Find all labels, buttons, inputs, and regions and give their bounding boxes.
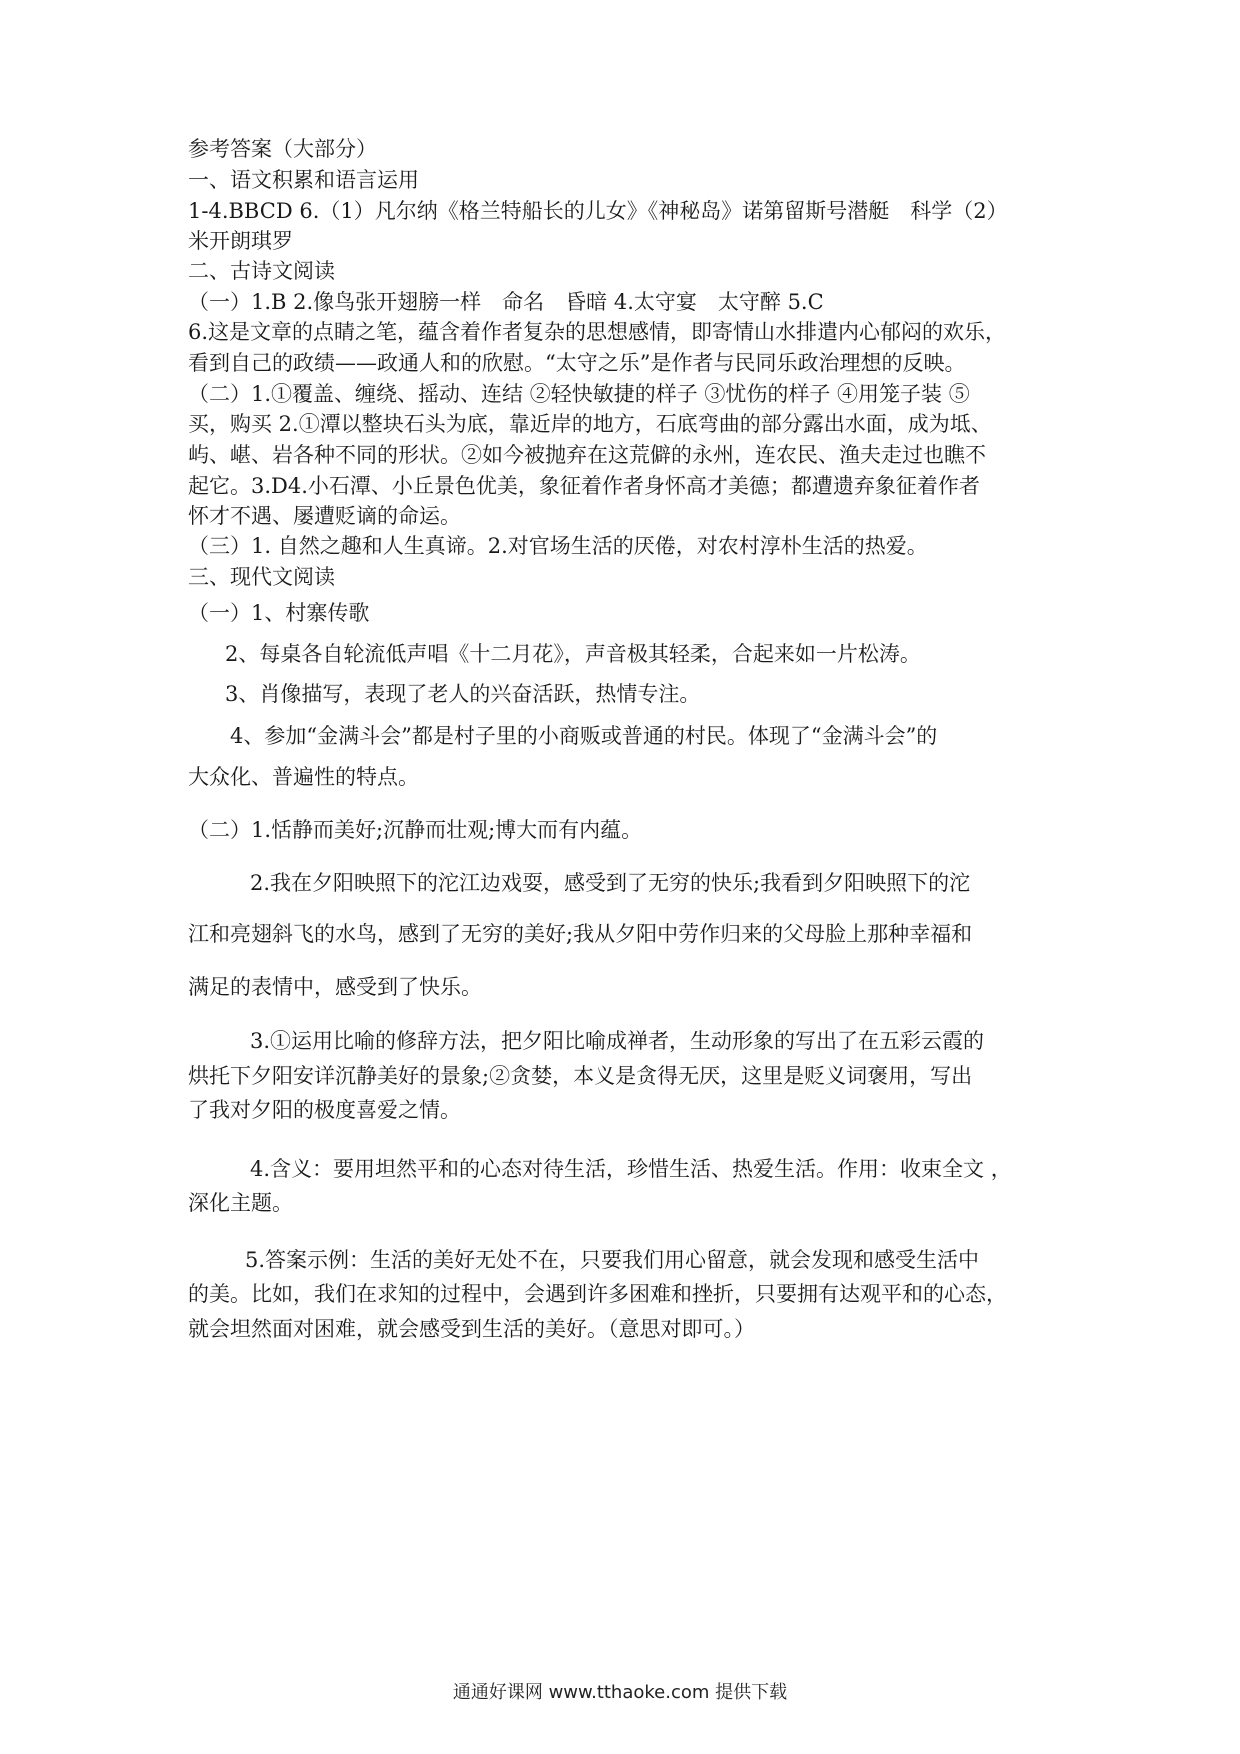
section-heading: 二、古诗文阅读 bbox=[188, 259, 335, 283]
text-line: 的美。比如，我们在求知的过程中，会遇到许多困难和挫折，只要拥有达观平和的心态， bbox=[188, 1282, 1007, 1306]
text-line: 3.①运用比喻的修辞方法，把夕阳比喻成禅者，生动形象的写出了在五彩云霞的 bbox=[250, 1029, 985, 1053]
section-heading: 一、语文积累和语言运用 bbox=[188, 168, 419, 192]
text-line: 2、每桌各自轮流低声唱《十二月花》，声音极其轻柔，合起来如一片松涛。 bbox=[225, 642, 921, 666]
text-line: 4、参加“金满斗会”都是村子里的小商贩或普通的村民。体现了“金满斗会”的 bbox=[230, 724, 938, 748]
text-line: 深化主题。 bbox=[188, 1191, 293, 1215]
text-line: （一）1.B 2.像鸟张开翅膀一样 命名 昏暗 4.太守宴 太守醉 5.C bbox=[188, 290, 824, 314]
text-line: 3、肖像描写，表现了老人的兴奋活跃，热情专注。 bbox=[225, 682, 701, 706]
doc-heading: 参考答案（大部分） bbox=[188, 137, 377, 161]
text-line: （二）1.①覆盖、缠绕、摇动、连结 ②轻快敏捷的样子 ③忧伤的样子 ④用笼子装 ⑤ bbox=[188, 382, 970, 406]
text-line: 怀才不遇、屡遭贬谪的命运。 bbox=[188, 504, 461, 528]
section-heading: 三、现代文阅读 bbox=[188, 565, 335, 589]
text-line: 米开朗琪罗 bbox=[188, 229, 293, 253]
text-line: 5.答案示例：生活的美好无处不在，只要我们用心留意，就会发现和感受生活中 bbox=[245, 1248, 980, 1272]
text-line: 4.含义：要用坦然平和的心态对待生活，珍惜生活、热爱生活。作用：收束全文 ， bbox=[250, 1157, 1012, 1181]
text-line: 6.这是文章的点睛之笔，蕴含着作者复杂的思想感情，即寄情山水排遣内心郁闷的欢乐， bbox=[188, 320, 1007, 344]
text-line: 屿、嵁、岩各种不同的形状。②如今被抛弃在这荒僻的永州，连农民、渔夫走过也瞧不 bbox=[188, 443, 986, 467]
text-line: 买，购买 2.①潭以整块石头为底，靠近岸的地方，石底弯曲的部分露出水面，成为坻、 bbox=[188, 412, 992, 436]
text-line: 江和亮翅斜飞的水鸟，感到了无穷的美好;我从夕阳中劳作归来的父母脸上那种幸福和 bbox=[188, 922, 973, 946]
text-line: 看到自己的政绩——政通人和的欣慰。“太守之乐”是作者与民同乐政治理想的反映。 bbox=[188, 351, 966, 375]
text-line: 烘托下夕阳安详沉静美好的景象;②贪婪，本义是贪得无厌，这里是贬义词褒用，写出 bbox=[188, 1064, 973, 1088]
text-line: 满足的表情中，感受到了快乐。 bbox=[188, 975, 482, 999]
text-line: 2.我在夕阳映照下的沱江边戏耍，感受到了无穷的快乐;我看到夕阳映照下的沱 bbox=[250, 871, 971, 895]
page-footer: 通通好课网 www.tthaoke.com 提供下载 bbox=[452, 1682, 788, 1703]
text-line: （二）1.恬静而美好;沉静而壮观;博大而有内蕴。 bbox=[188, 818, 643, 842]
text-line: 就会坦然面对困难，就会感受到生活的美好。（意思对即可。） bbox=[188, 1317, 755, 1341]
text-line: （三）1. 自然之趣和人生真谛。2.对官场生活的厌倦，对农村淳朴生活的热爱。 bbox=[188, 534, 928, 558]
text-line: 1-4.BBCD 6.（1）凡尔纳《格兰特船长的儿女》《神秘岛》诺第留斯号潜艇 科学（2） bbox=[188, 199, 1008, 223]
text-line: 了我对夕阳的极度喜爱之情。 bbox=[188, 1098, 461, 1122]
text-line: （一）1、村寨传歌 bbox=[188, 601, 370, 625]
text-line: 起它。3.D4.小石潭、小丘景色优美，象征着作者身怀高才美德；都遭遗弃象征着作者 bbox=[188, 474, 980, 498]
text-line: 大众化、普遍性的特点。 bbox=[188, 765, 419, 789]
